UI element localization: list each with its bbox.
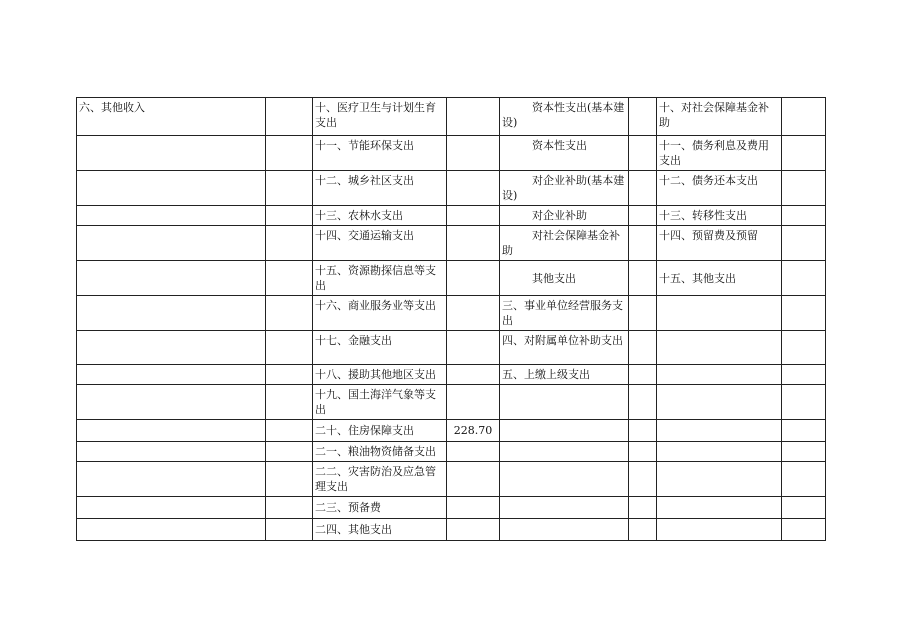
table-cell-r6-c1 — [266, 296, 313, 331]
table-cell-r12-c0 — [77, 462, 266, 497]
table-cell-r8-c1 — [266, 365, 313, 385]
table-row — [77, 462, 826, 497]
table-cell-r8-c3 — [447, 365, 500, 385]
table-cell-r10-c2: 二十、住房保障支出 — [313, 420, 447, 442]
table-cell-r8-c2: 十八、援助其他地区支出 — [313, 365, 447, 385]
table-cell-r9-c0 — [77, 385, 266, 420]
table-cell-r3-c7 — [782, 206, 826, 226]
table-cell-r10-c4 — [500, 420, 629, 442]
table-cell-r10-c3: 228.70 — [447, 420, 500, 442]
table-cell-r7-c1 — [266, 331, 313, 365]
table-cell-r1-c6: 十一、债务利息及费用支出 — [657, 136, 782, 171]
table-cell-r13-c4 — [500, 497, 629, 519]
table-cell-r7-c3 — [447, 331, 500, 365]
table-row — [77, 296, 826, 331]
table-cell-r13-c3 — [447, 497, 500, 519]
table-cell-r0-c5 — [629, 98, 657, 136]
table-cell-r11-c7 — [782, 442, 826, 462]
table-cell-r1-c5 — [629, 136, 657, 171]
table-cell-r14-c3 — [447, 519, 500, 541]
table-cell-r9-c4 — [500, 385, 629, 420]
table-cell-r3-c2: 十三、农林水支出 — [313, 206, 447, 226]
table-cell-r7-c4: 四、对附属单位补助支出 — [500, 331, 629, 365]
table-cell-r4-c3 — [447, 226, 500, 261]
table-cell-r14-c6 — [657, 519, 782, 541]
table-cell-r6-c0 — [77, 296, 266, 331]
table-cell-r3-c0 — [77, 206, 266, 226]
budget-table — [76, 97, 826, 541]
table-cell-r4-c0 — [77, 226, 266, 261]
table-row — [77, 136, 826, 171]
table-cell-r8-c6 — [657, 365, 782, 385]
table-cell-r6-c5 — [629, 296, 657, 331]
table-row — [77, 98, 826, 136]
table-cell-r10-c0 — [77, 420, 266, 442]
table-cell-r8-c7 — [782, 365, 826, 385]
table-cell-r2-c3 — [447, 171, 500, 206]
table-cell-r11-c1 — [266, 442, 313, 462]
table-cell-r0-c2: 十、医疗卫生与计划生育支出 — [313, 98, 447, 136]
table-cell-r10-c5 — [629, 420, 657, 442]
table-cell-r12-c5 — [629, 462, 657, 497]
table-cell-r11-c3 — [447, 442, 500, 462]
table-cell-r2-c1 — [266, 171, 313, 206]
table-cell-r3-c1 — [266, 206, 313, 226]
table-cell-r11-c2: 二一、粮油物资储备支出 — [313, 442, 447, 462]
table-cell-r7-c5 — [629, 331, 657, 365]
table-cell-r4-c6: 十四、预留费及预留 — [657, 226, 782, 261]
table-cell-r2-c7 — [782, 171, 826, 206]
table-row — [77, 331, 826, 365]
table-cell-r11-c5 — [629, 442, 657, 462]
table-cell-r14-c5 — [629, 519, 657, 541]
table-cell-r0-c1 — [266, 98, 313, 136]
table-cell-r11-c4 — [500, 442, 629, 462]
table-cell-r4-c7 — [782, 226, 826, 261]
table-cell-r1-c4: 资本性支出 — [500, 136, 629, 171]
table-cell-r3-c5 — [629, 206, 657, 226]
table-cell-r5-c4: 其他支出 — [500, 261, 629, 296]
table-cell-r14-c4 — [500, 519, 629, 541]
table-cell-r2-c0 — [77, 171, 266, 206]
table-cell-r9-c5 — [629, 385, 657, 420]
table-cell-r9-c3 — [447, 385, 500, 420]
table-cell-r3-c6: 十三、转移性支出 — [657, 206, 782, 226]
table-row — [77, 365, 826, 385]
table-cell-r1-c7 — [782, 136, 826, 171]
table-cell-r5-c6: 十五、其他支出 — [657, 261, 782, 296]
table-cell-r7-c0 — [77, 331, 266, 365]
table-cell-r12-c4 — [500, 462, 629, 497]
table-cell-r14-c2: 二四、其他支出 — [313, 519, 447, 541]
table-cell-r4-c1 — [266, 226, 313, 261]
table-cell-r3-c3 — [447, 206, 500, 226]
table-cell-r13-c1 — [266, 497, 313, 519]
table-cell-r6-c6 — [657, 296, 782, 331]
table-cell-r0-c4: 资本性支出(基本建设) — [500, 98, 629, 136]
table-cell-r12-c1 — [266, 462, 313, 497]
table-cell-r6-c4: 三、事业单位经营服务支出 — [500, 296, 629, 331]
table-row — [77, 519, 826, 541]
table-row — [77, 497, 826, 519]
table-cell-r8-c5 — [629, 365, 657, 385]
table-cell-r13-c2: 二三、预备费 — [313, 497, 447, 519]
table-cell-r0-c3 — [447, 98, 500, 136]
table-cell-r14-c0 — [77, 519, 266, 541]
table-cell-r5-c1 — [266, 261, 313, 296]
table-cell-r1-c2: 十一、节能环保支出 — [313, 136, 447, 171]
table-cell-r11-c6 — [657, 442, 782, 462]
table-cell-r5-c3 — [447, 261, 500, 296]
table-cell-r5-c2: 十五、资源勘探信息等支出 — [313, 261, 447, 296]
table-cell-r13-c6 — [657, 497, 782, 519]
table-cell-r8-c4: 五、上缴上级支出 — [500, 365, 629, 385]
table-cell-r6-c2: 十六、商业服务业等支出 — [313, 296, 447, 331]
table-cell-r7-c7 — [782, 331, 826, 365]
table-cell-r1-c0 — [77, 136, 266, 171]
table-row — [77, 226, 826, 261]
table-cell-r1-c3 — [447, 136, 500, 171]
table-cell-r5-c5 — [629, 261, 657, 296]
table-cell-r0-c0: 六、其他收入 — [77, 98, 266, 136]
table-cell-r1-c1 — [266, 136, 313, 171]
table-cell-r0-c6: 十、对社会保障基金补助 — [657, 98, 782, 136]
table-cell-r2-c5 — [629, 171, 657, 206]
table-cell-r4-c4: 对社会保障基金补助 — [500, 226, 629, 261]
table-cell-r9-c1 — [266, 385, 313, 420]
table-row — [77, 171, 826, 206]
table-cell-r10-c1 — [266, 420, 313, 442]
table-cell-r7-c2: 十七、金融支出 — [313, 331, 447, 365]
table-cell-r10-c7 — [782, 420, 826, 442]
table-cell-r12-c6 — [657, 462, 782, 497]
table-cell-r4-c2: 十四、交通运输支出 — [313, 226, 447, 261]
table-cell-r5-c0 — [77, 261, 266, 296]
table-cell-r3-c4: 对企业补助 — [500, 206, 629, 226]
table-row — [77, 206, 826, 226]
table-cell-r9-c7 — [782, 385, 826, 420]
table-body — [77, 98, 826, 541]
table-cell-r11-c0 — [77, 442, 266, 462]
table-cell-r13-c5 — [629, 497, 657, 519]
table-cell-r8-c0 — [77, 365, 266, 385]
table-cell-r5-c7 — [782, 261, 826, 296]
table-cell-r2-c2: 十二、城乡社区支出 — [313, 171, 447, 206]
table-cell-r2-c6: 十二、债务还本支出 — [657, 171, 782, 206]
table-row — [77, 385, 826, 420]
table-cell-r14-c1 — [266, 519, 313, 541]
table-row — [77, 420, 826, 442]
table-cell-r9-c2: 十九、国土海洋气象等支出 — [313, 385, 447, 420]
table-cell-r13-c7 — [782, 497, 826, 519]
table-cell-r4-c5 — [629, 226, 657, 261]
table-cell-r13-c0 — [77, 497, 266, 519]
table-cell-r12-c2: 二二、灾害防治及应急管理支出 — [313, 462, 447, 497]
table-cell-r2-c4: 对企业补助(基本建设) — [500, 171, 629, 206]
table-cell-r9-c6 — [657, 385, 782, 420]
table-cell-r12-c3 — [447, 462, 500, 497]
table-cell-r14-c7 — [782, 519, 826, 541]
table-cell-r0-c7 — [782, 98, 826, 136]
table-cell-r6-c7 — [782, 296, 826, 331]
table-cell-r7-c6 — [657, 331, 782, 365]
table-cell-r6-c3 — [447, 296, 500, 331]
table-row — [77, 442, 826, 462]
table-cell-r12-c7 — [782, 462, 826, 497]
table-row — [77, 261, 826, 296]
table-cell-r10-c6 — [657, 420, 782, 442]
